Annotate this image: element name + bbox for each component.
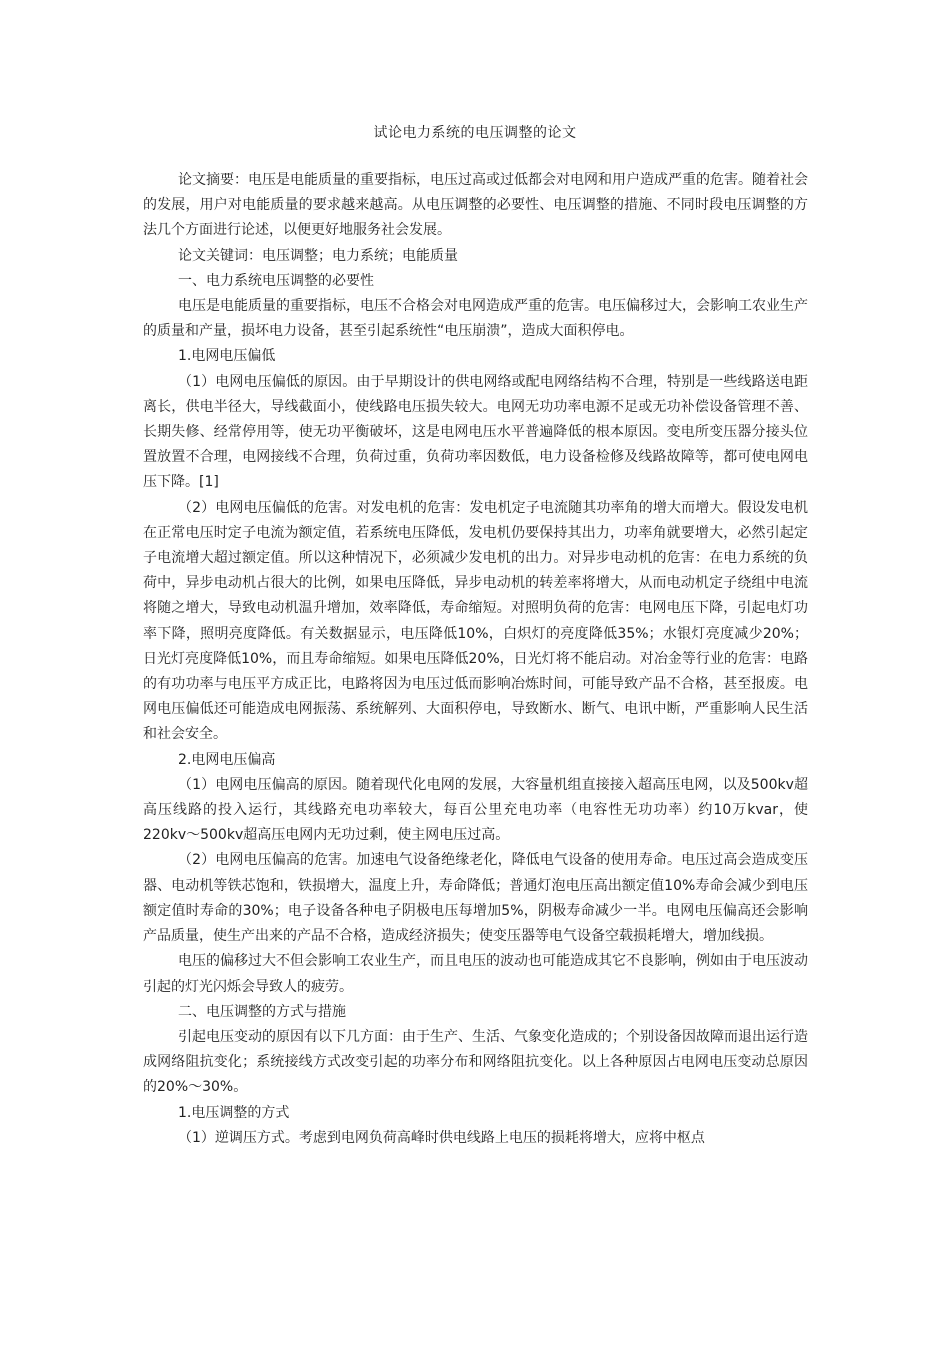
body-paragraph: （1）电网电压偏高的原因。随着现代化电网的发展，大容量机组直接接入超高压电网，以及500kv超高压线路的投入运行，其线路充电功率较大，每百公里充电功率（电容性无功功率）约10万kvar，使220kv～500kv超高压电网内无功过剩，使主网电压过高。 [143, 776, 808, 844]
document-body [143, 168, 808, 1151]
document-title: 试论电力系统的电压调整的论文 [373, 125, 577, 141]
body-paragraph: （2）电网电压偏低的危害。对发电机的危害：发电机定子电流随其功率角的增大而增大。假设发电机在正常电压时定子电流为额定值，若系统电压降低，发电机仍要保持其出力，功率角就要增大，必然引起定子电流增大超过额定值。所以这种情况下，必须减少发电机的出力。对异步电动机的危害：在电力系统的负荷中，异步电动机占很大的比例，如果电压降低，异步电动机的转差率将增大，从而电动机定子绕组中电流将随之增大，导致电动机温升增加，效率降低，寿命缩短。对照明负荷的危害：电网电压下降，引起电灯功率下降，照明亮度降低。有关数据显示，电压降低10%，白炽灯的亮度降低35%；水银灯亮度减少20%；日光灯亮度降低10%，而且寿命缩短。如果电压降低20%，日光灯将不能启动。对冶金等行业的危害：电路的有功功率与电压平方成正比，电路将因为电压过低而影响冶炼时间，可能导致产品不合格，甚至报废。电网电压偏低还可能造成电网振荡、系统解列、大面积停电，导致断水、断气、电讯中断，严重影响人民生活和社会安全。 [143, 499, 808, 743]
section-heading: 一、电力系统电压调整的必要性 [178, 272, 374, 289]
body-paragraph: 电压是电能质量的重要指标，电压不合格会对电网造成严重的危害。电压偏移过大，会影响工农业生产的质量和产量，损坏电力设备，甚至引起系统性“电压崩溃”，造成大面积停电。 [143, 298, 808, 340]
body-paragraph: 引起电压变动的原因有以下几方面：由于生产、生活、气象变化造成的；个别设备因故障而退出运行造成网络阻抗变化；系统接线方式改变引起的功率分布和网络阻抗变化。以上各种原因占电网电压变动总原因的20%～30%。 [143, 1028, 808, 1096]
abstract-paragraph: 论文摘要：电压是电能质量的重要指标，电压过高或过低都会对电网和用户造成严重的危害。随着社会的发展，用户对电能质量的要求越来越高。从电压调整的必要性、电压调整的措施、不同时段电压调整的方法几个方面进行论述，以便更好地服务社会发展。 [143, 172, 808, 239]
keywords-paragraph: 论文关键词：电压调整；电力系统；电能质量 [178, 247, 458, 264]
body-paragraph: （2）电网电压偏高的危害。加速电气设备绝缘老化，降低电气设备的使用寿命。电压过高会造成变压器、电动机等铁芯饱和，铁损增大，温度上升，寿命降低；普通灯泡电压高出额定值10%寿命会减少到电压额定值时寿命的30%；电子设备各种电子阴极电压每增加5%，阴极寿命减少一半。电网电压偏高还会影响产品质量，使生产出来的产品不合格，造成经济损失；使变压器等电气设备空载损耗增大，增加线损。 [143, 852, 808, 945]
body-paragraph: （1）电网电压偏低的原因。由于早期设计的供电网络或配电网络结构不合理，特别是一些线路送电距离长，供电半径大，导线截面小，使线路电压损失较大。电网无功功率电源不足或无功补偿设备管理不善、长期失修、经常停用等，使无功平衡破坏，这是电网电压水平普遍降低的根本原因。变电所变压器分接头位置放置不合理，电网接线不合理，负荷过重，负荷功率因数低，电力设备检修及线路故障等，都可使电网电压下降。[1] [143, 373, 808, 491]
subsection-heading: 1.电压调整的方式 [178, 1104, 290, 1121]
subsection-heading: 1.电网电压偏低 [178, 348, 276, 365]
body-paragraph: 电压的偏移过大不但会影响工农业生产，而且电压的波动也可能造成其它不良影响，例如由于电压波动引起的灯光闪烁会导致人的疲劳。 [143, 953, 808, 995]
subsection-heading: 2.电网电压偏高 [178, 751, 276, 768]
body-paragraph: （1）逆调压方式。考虑到电网负荷高峰时供电线路上电压的损耗将增大，应将中枢点 [178, 1129, 705, 1146]
section-heading: 二、电压调整的方式与措施 [178, 1003, 346, 1020]
